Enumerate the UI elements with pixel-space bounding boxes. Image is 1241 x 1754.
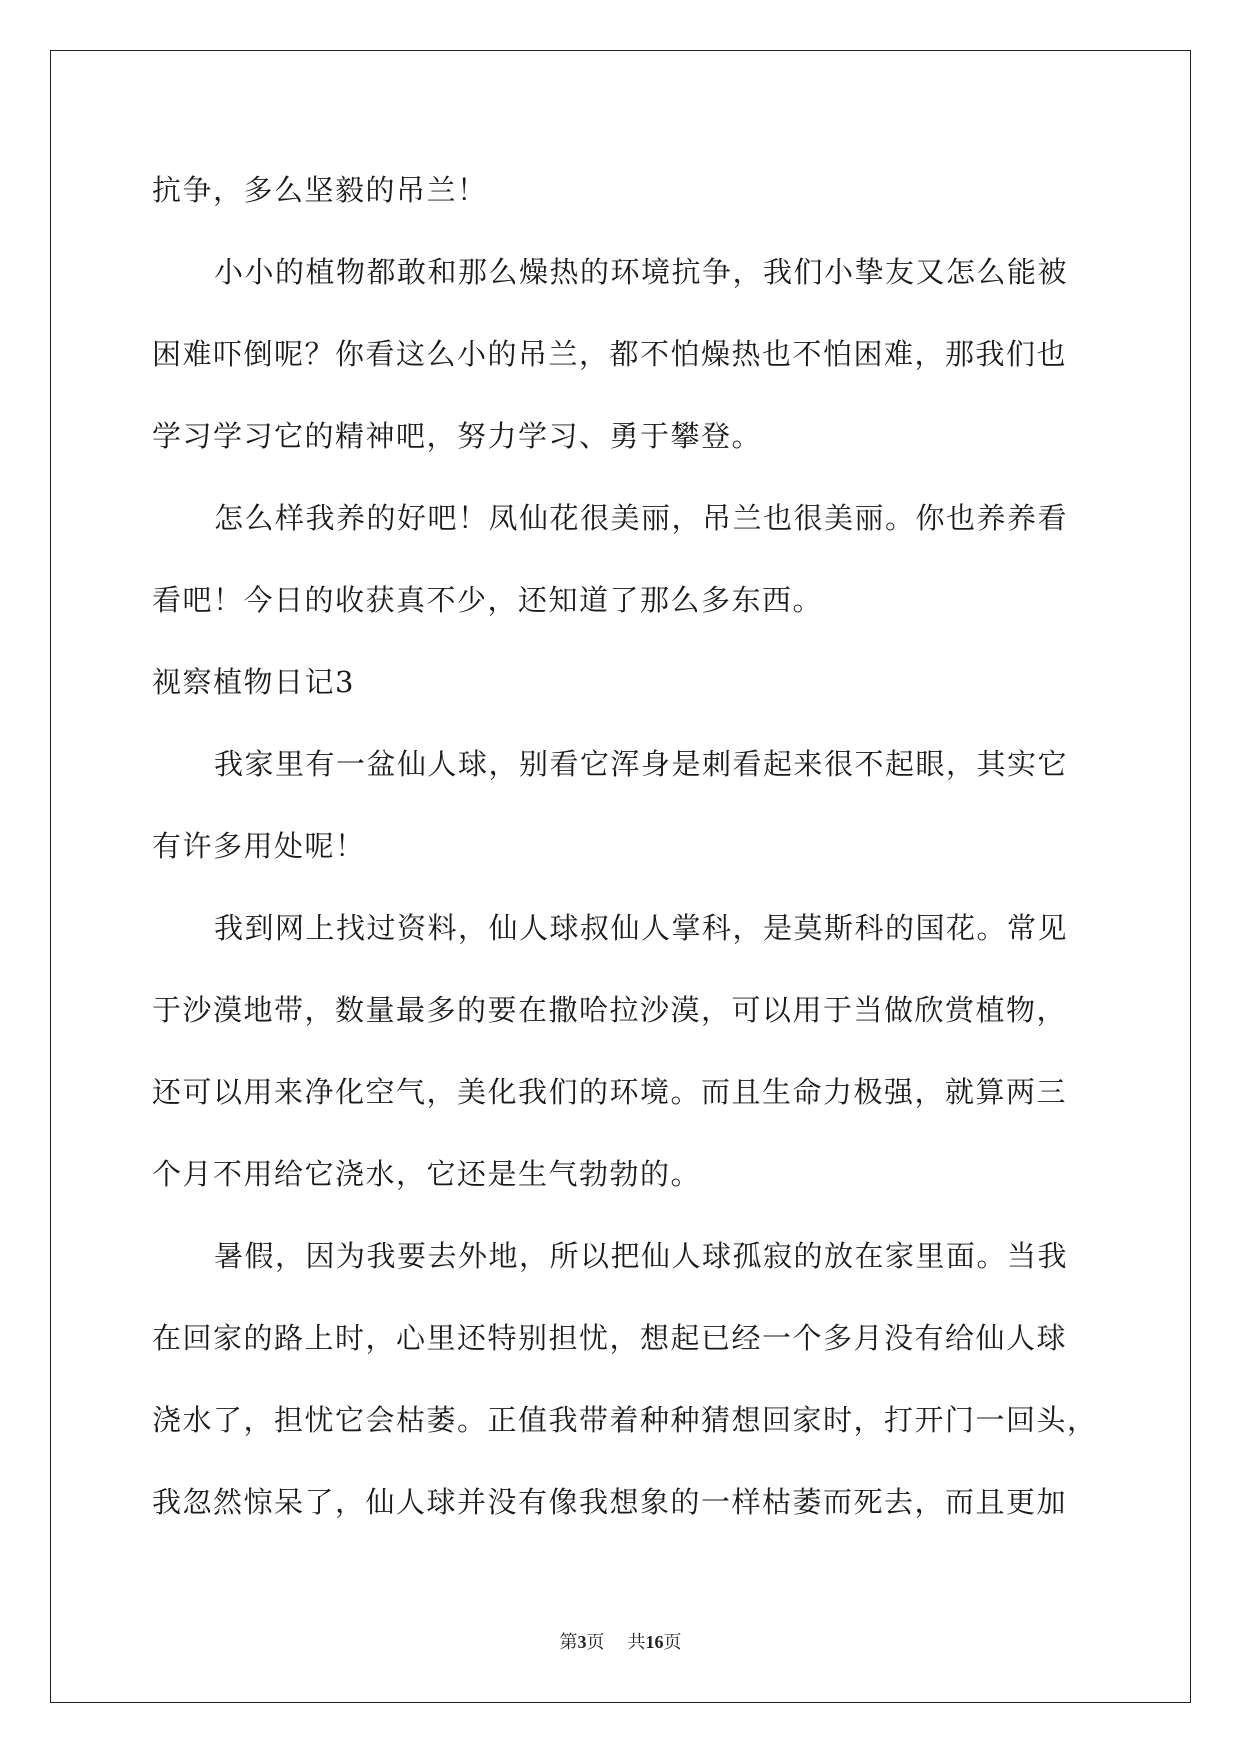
page-border [50,50,1191,1703]
total-prefix: 共 [627,1632,646,1653]
page-number: 3 [577,1632,587,1652]
text-line: 我忽然惊呆了，仙人球并没有像我想象的一样枯萎而死去，而且更加 [152,1485,1068,1519]
text-line: 在回家的路上时，心里还特别担忧，想起已经一个多月没有给仙人球 [152,1321,1068,1355]
text-line: 有许多用处呢！ [152,829,366,863]
text-line: 个月不用给它浇水，它还是生气勃勃的。 [152,1157,702,1191]
text-line: 浇水了，担忧它会枯萎。正值我带着种种猜想回家时，打开门一回头， [152,1403,1098,1437]
text-line: 抗争，多么坚毅的吊兰！ [152,173,488,207]
page-prefix: 第 [559,1632,578,1653]
page-footer [0,1630,1241,1655]
paragraph-line: 我家里有一盆仙人球，别看它浑身是刺看起来很不起眼，其实它 [214,747,1069,781]
text-line: 学习学习它的精神吧，努力学习、勇于攀登。 [152,419,763,453]
paragraph-line: 小小的植物都敢和那么燥热的环境抗争，我们小挚友又怎么能被 [214,255,1069,289]
paragraph-line: 我到网上找过资料，仙人球叔仙人掌科，是莫斯科的国花。常见 [214,911,1069,945]
text-line: 还可以用来净化空气，美化我们的环境。而且生命力极强，就算两三 [152,1075,1068,1109]
total-suffix: 页 [663,1632,682,1653]
section-heading: 视察植物日记3 [152,665,355,699]
text-line: 看吧！今日的收获真不少，还知道了那么多东西。 [152,583,824,617]
page-suffix: 页 [586,1632,605,1653]
paragraph-line: 怎么样我养的好吧！凤仙花很美丽，吊兰也很美丽。你也养养看 [214,501,1069,535]
text-line: 困难吓倒呢？你看这么小的吊兰，都不怕燥热也不怕困难，那我们也 [152,337,1068,371]
text-line: 于沙漠地带，数量最多的要在撒哈拉沙漠，可以用于当做欣赏植物， [152,993,1068,1027]
total-pages: 16 [645,1632,664,1652]
paragraph-line: 暑假，因为我要去外地，所以把仙人球孤寂的放在家里面。当我 [214,1239,1069,1273]
